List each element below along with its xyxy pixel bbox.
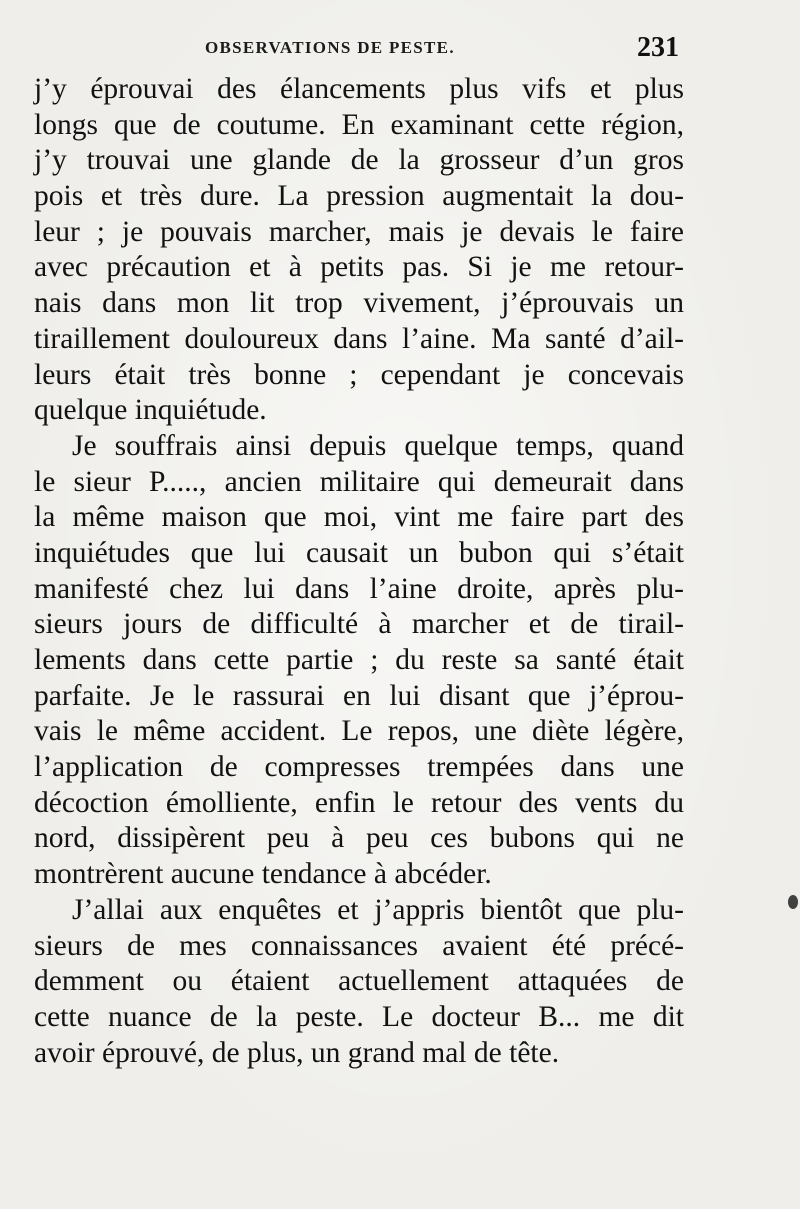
text-line: vais le même accident. Le repos, une diète légère, [34, 715, 684, 748]
running-head [205, 34, 715, 64]
text-line: quelque inquiétude. [34, 394, 267, 427]
text-line: sieurs jours de difficulté à marcher et de tirail- [34, 608, 684, 641]
text-line: demment ou étaient actuellement attaquées de [34, 965, 684, 998]
text-line: tiraillement douloureux dans l’aine. Ma santé d’ail- [34, 322, 684, 355]
text-line: montrèrent aucune tendance à abcéder. [34, 858, 492, 891]
text-line: manifesté chez lui dans l’aine droite, après plu- [34, 572, 684, 605]
text-line: J’allai aux enquêtes et j’appris bientôt que plu- [72, 893, 684, 926]
text-line: j’y éprouvai des élancements plus vifs et plus [34, 73, 684, 105]
text-line: nais dans mon lit trop vivement, j’éprouvais un [34, 287, 684, 320]
text-line: pois et très dure. La pression augmentait la dou- [34, 180, 684, 213]
text-line: l’application de compresses trempées dans une [34, 751, 684, 784]
running-title: OBSERVATIONS DE PESTE. [205, 38, 455, 57]
text-line: avoir éprouvé, de plus, un grand mal de tête. [34, 1036, 560, 1069]
text-line: Je souffrais ainsi depuis quelque temps, quand [72, 429, 684, 462]
text-line: lements dans cette partie ; du reste sa santé était [34, 644, 684, 676]
text-line: avec précaution et à petits pas. Si je me retour- [34, 251, 684, 284]
text-line: leurs était très bonne ; cependant je concevais [34, 358, 684, 391]
text-line: parfaite. Je le rassurai en lui disant que j’éprou- [34, 679, 684, 712]
text-line: nord, dissipèrent peu à peu ces bubons qui ne [34, 822, 684, 855]
text-line: leur ; je pouvais marcher, mais je devais le faire [34, 215, 684, 248]
text-line: le sieur P....., ancien militaire qui demeurait dans [34, 465, 684, 498]
page-number: 231 [637, 32, 679, 63]
ink-smudge [788, 895, 798, 909]
text-line: cette nuance de la peste. Le docteur B... me dit [34, 1000, 684, 1033]
text-line: décoction émolliente, enfin le retour des vents du [34, 786, 684, 819]
body-text [34, 72, 684, 1071]
text-line: la même maison que moi, vint me faire part des [34, 501, 684, 534]
text-line: sieurs de mes connaissances avaient été précé- [34, 929, 684, 962]
text-line: longs que de coutume. En examinant cette région, [34, 108, 684, 141]
text-line: j’y trouvai une glande de la grosseur d’un gros [34, 144, 684, 177]
text-line: inquiétudes que lui causait un bubon qui s’était [34, 536, 684, 569]
